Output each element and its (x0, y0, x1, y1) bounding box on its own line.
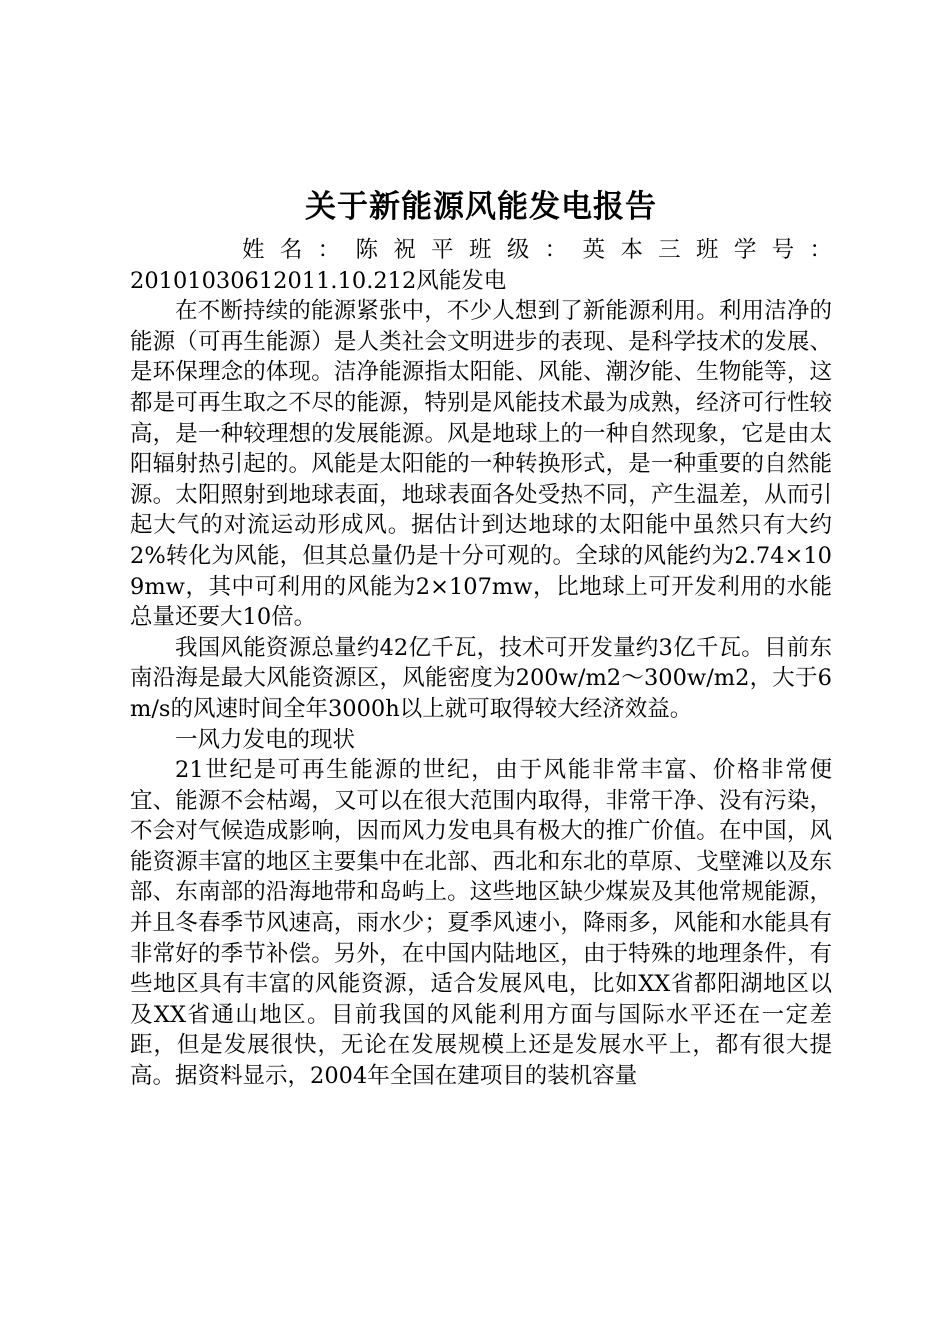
document-page (130, 185, 832, 1092)
author-info-line: 姓 名 ： 陈 祝 平 班 级 ： 英 本 三 班 学 号 ： (242, 237, 832, 263)
section-heading: 一风力发电的现状 (175, 726, 356, 753)
paragraph-status: 21世纪是可再生能源的世纪，由于风能非常丰富、价格非常便宜、能源不会枯竭，又可以在很大范围内取得，非常干净、没有污染，不会对气候造成影响，因而风力发电具有极大的推广价值。在中国，风能资源丰富的地区主要集中在北部、西北和东北的草原、戈壁滩以及东部、东南部的沿海地带和岛屿上。这些地区缺少煤炭及其他常规能源，并且冬春季节风速高，雨水少；夏季风速小，降雨多，风能和水能具有非常好的季节补偿。另外，在中国内陆地区，由于特殊的地理条件，有些地区具有丰富的风能资源，适合发展风电，比如XX省都阳湖地区以及XX省通山地区。目前我国的风能利用方面与国际水平还在一定差距，但是发展很快，无论在发展规模上还是发展水平上，都有很大提高。据资料显示，2004年全国在建项目的装机容量 (130, 757, 832, 1090)
author-info-line-2: 20101030612011.10.212风能发电 (130, 267, 507, 294)
document-title: 关于新能源风能发电报告 (305, 189, 657, 225)
paragraph-china-resources: 我国风能资源总量约42亿千瓦，技术可开发量约3亿千瓦。目前东南沿海是最大风能资源区，风能密度为200w/m2～300w/m2，大于6m/s的风速时间全年3000h以上就可取得较大经济效益。 (130, 634, 832, 722)
paragraph-intro: 在不断持续的能源紧张中，不少人想到了新能源利用。利用洁净的能源（可再生能源）是人类社会文明进步的表现、是科学技术的发展、是环保理念的体现。洁净能源指太阳能、风能、潮汐能、生物能等，这都是可再生取之不尽的能源，特别是风能技术最为成熟，经济可行性较高，是一种较理想的发展能源。风是地球上的一种自然现象，它是由太阳辐射热引起的。风能是太阳能的一种转换形式，是一种重要的自然能源。太阳照射到地球表面，地球表面各处受热不同，产生温差，从而引起大气的对流运动形成风。据估计到达地球的太阳能中虽然只有大约2%转化为风能，但其总量仍是十分可观的。全球的风能约为2.74×109mw，其中可利用的风能为2×107mw，比地球上可开发利用的水能总量还要大10倍。 (130, 298, 832, 631)
